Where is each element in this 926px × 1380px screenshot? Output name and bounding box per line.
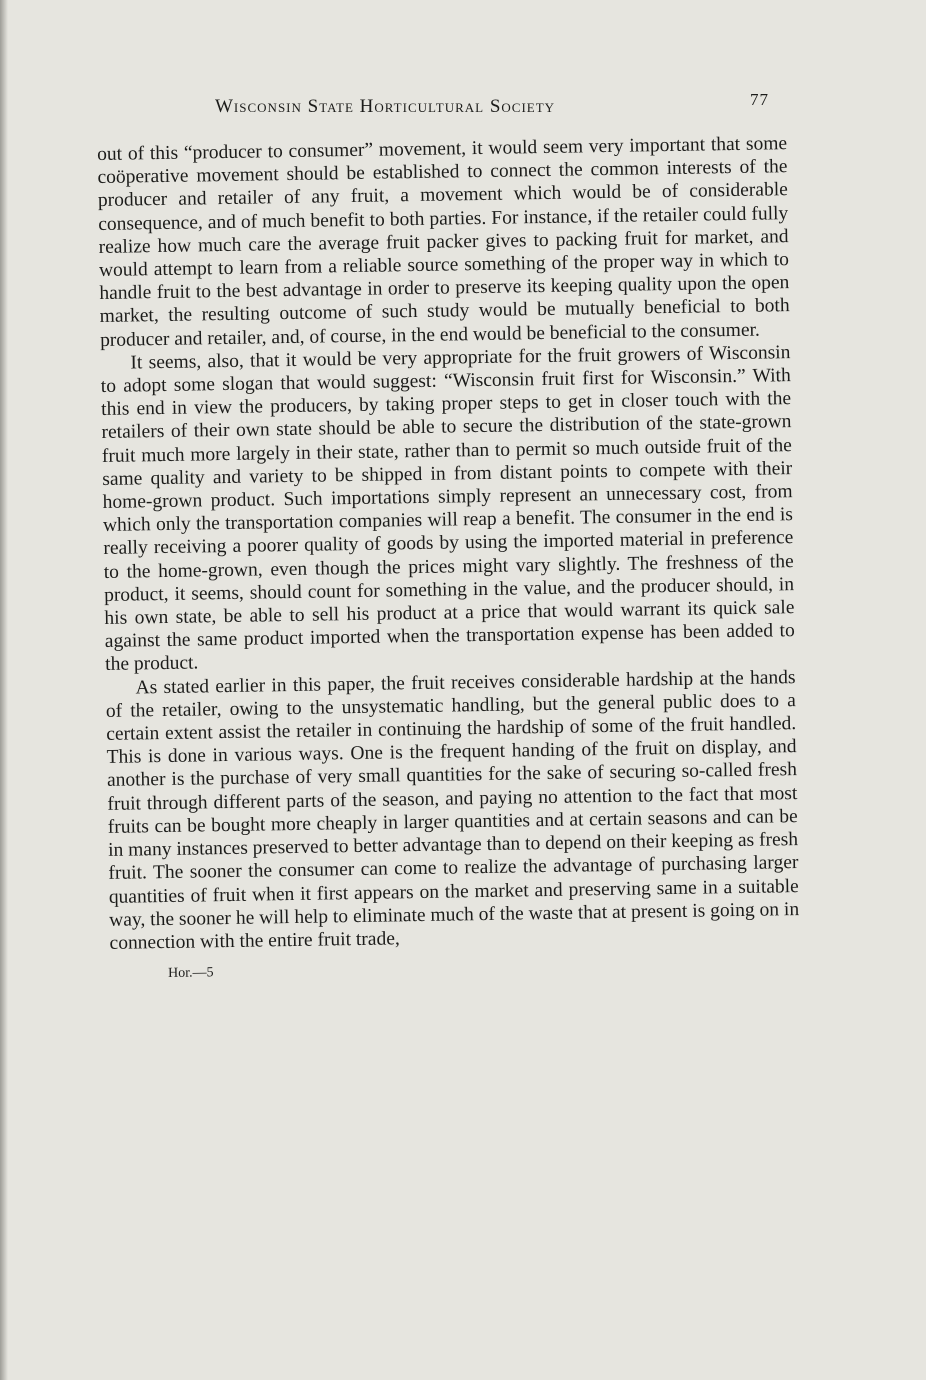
page-number: 77: [750, 90, 769, 109]
body-text: [97, 132, 800, 986]
page-left-edge: [0, 0, 8, 1380]
running-title: Wisconsin State Horticultural Society: [215, 96, 556, 117]
paragraph-1: out of this “producer to consumer” movement, it would seem very important that some coöperative movement should be established to connect the common interests of the producer and retailer of any fruit, a movement which would be of considerable consequence, and of much benefit to both parties. For instance, if the retailer could fully realize how much care the average fruit packer gives to packing fruit for market, and would attempt to learn from a reliable source something of the proper way in which to handle fruit to the best advantage in order to preserve its keeping quality upon the open market, the resulting outcome of such study would be mutually beneficial to both producer and retailer, and, of course, in the end would be beneficial to the consumer.: [97, 133, 790, 351]
paragraph-2: It seems, also, that it would be very appropriate for the fruit growers of Wisconsin to adopt some slogan that would suggest: “Wisconsin fruit first for Wisconsin.” With this end in view the producers, by taking proper steps to get in closer touch with the retailers of their own state should be able to secure the distribution of the state-grown fruit much more largely in their state, rather than to permit so much outside fruit of the same quality and variety to be shipped in from distant points to compete with their home-grown product. Such importations simply represent an unnecessary cost, from which only the transportation companies will reap a benefit. The consumer in the end is really receiving a poorer quality of goods by using the imported material in preference to the home-grown, even though the prices might vary slightly. The freshness of the product, it seems, should count for something in the value, and the producer should, in his own state, be able to sell his product at a price that would warrant its quick sale against the same product imported when the transportation expense has been added to the product.: [100, 341, 795, 676]
running-head: [97, 90, 787, 120]
document-page: [97, 90, 800, 986]
paragraph-3: As stated earlier in this paper, the fruit receives considerable hardship at the hands of the retailer, owing to the unsystematic handling, but the general public does to a certain extent assist the retailer in continuing the hardship of some of the fruit handled. This is done in various ways. One is the frequent handing of the fruit on display, and another is the purchase of very small quantities for the sake of securing so-called fresh fruit through different parts of the season, and paying no attention to the fact that most fruits can be bought more cheaply in larger quantities and at certain seasons and can be in many instances preserved to better advantage than to depend on their keeping as fresh fruit. The sooner the consumer can come to realize the advantage of purchasing larger quantities of fruit when it first appears on the market and preserving same in a suitable way, the sooner he will help to eliminate much of the waste that at present is going on in connection with the entire fruit trade,: [105, 666, 800, 954]
signature-mark: Hor.—5: [167, 965, 214, 982]
